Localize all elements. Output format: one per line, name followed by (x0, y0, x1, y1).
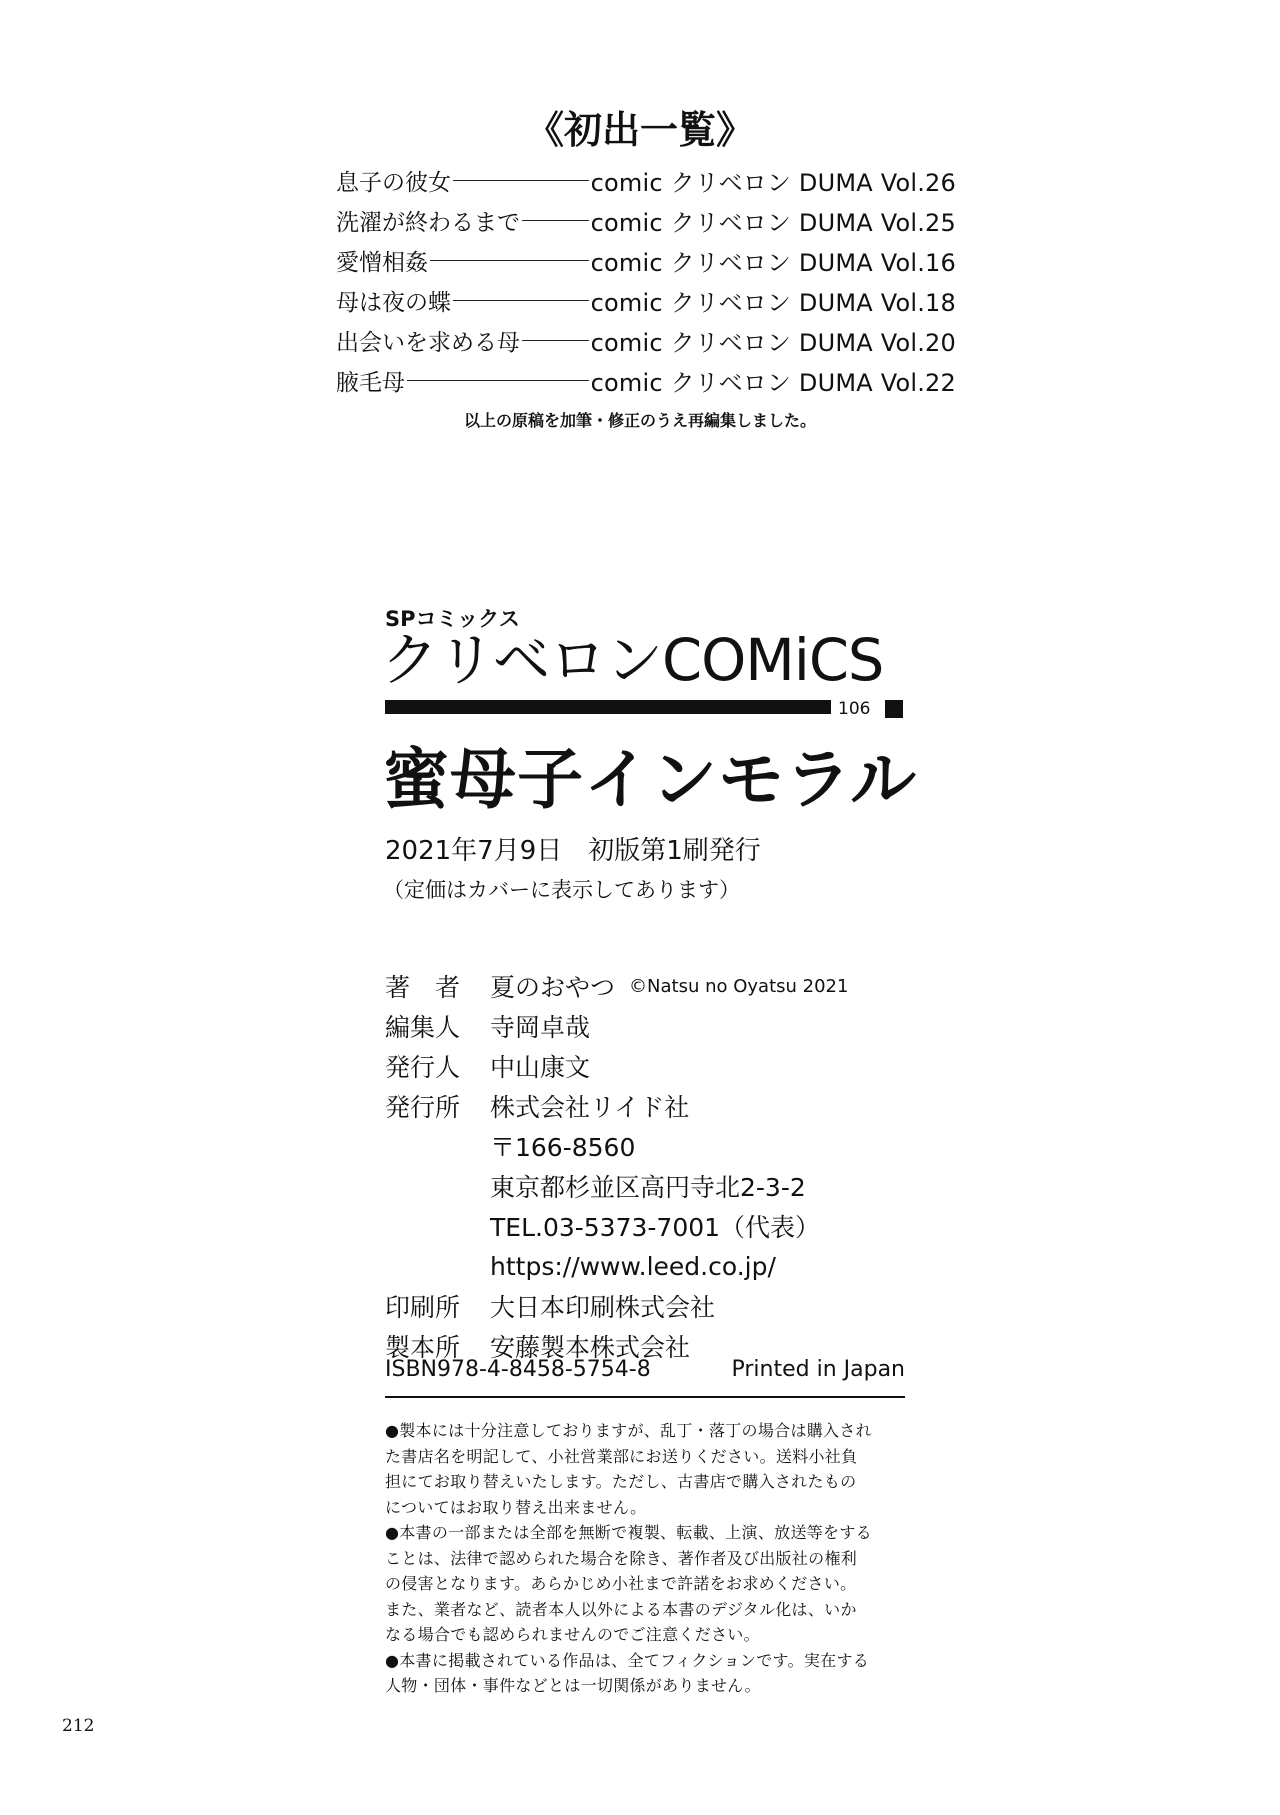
story-title: 愛憎相姦 (336, 249, 428, 276)
credit-row (385, 1006, 905, 1046)
list-item (336, 160, 956, 200)
story-title: 洗濯が終わるまで (336, 209, 520, 236)
notice-line: についてはお取り替え出来ません。 (385, 1497, 647, 1517)
isbn: ISBN978-4-8458-5754-8 (385, 1357, 651, 1382)
story-title: 母は夜の蝶 (336, 289, 451, 316)
series-bar (385, 700, 831, 714)
list-item (336, 360, 956, 400)
leader-line (522, 340, 589, 341)
magazine-source: comic クリベロン DUMA Vol.18 (590, 288, 956, 317)
notice-line: ことは、法律で認められた場合を除き、著作者及び出版社の権利 (385, 1548, 858, 1568)
leader-line (522, 220, 589, 221)
address: 東京都杉並区高円寺北2-3-2 (490, 1173, 806, 1202)
divider (385, 1396, 905, 1398)
credit-row (385, 1126, 905, 1166)
phone-number: TEL.03-5373-7001（代表） (490, 1213, 821, 1242)
imprint-small-label: SPコミックス (385, 607, 520, 631)
list-item (336, 240, 956, 280)
list-item (336, 200, 956, 240)
magazine-source: comic クリベロン DUMA Vol.16 (590, 248, 956, 277)
list-item (336, 280, 956, 320)
magazine-source: comic クリベロン DUMA Vol.26 (590, 168, 956, 197)
credit-value: 中山康文 (490, 1053, 591, 1082)
notice-line: ●製本には十分注意しておりますが、乱丁・落丁の場合は購入され (385, 1421, 872, 1440)
leader-line (453, 180, 589, 181)
credit-row (385, 1046, 905, 1086)
credit-row (385, 1166, 905, 1206)
leader-line (453, 300, 589, 301)
notice-line: なる場合でも認められませんのでご注意ください。 (385, 1625, 760, 1644)
revision-note: 以上の原稿を加筆・修正のうえ再編集しました。 (463, 411, 816, 430)
magazine-source: comic クリベロン DUMA Vol.25 (590, 208, 956, 237)
isbn-row (385, 1357, 905, 1382)
notice-line: た書店名を明記して、小社営業部にお送りください。送料小社負 (385, 1446, 858, 1466)
story-title: 出会いを求める母 (336, 329, 520, 356)
magazine-source: comic クリベロン DUMA Vol.22 (590, 368, 956, 397)
credit-value: 大日本印刷株式会社 (490, 1293, 716, 1322)
imprint-label: クリベロンCOMiCS (381, 626, 884, 694)
legal-notices (385, 1418, 910, 1699)
credit-value: 安藤製本株式会社 (490, 1333, 691, 1362)
notice-line: 担にてお取り替えいたします。ただし、古書店で購入されたもの (385, 1472, 857, 1491)
credits-list (385, 966, 905, 1366)
list-item (336, 320, 956, 360)
credit-value: 寺岡卓哉 (490, 1013, 591, 1042)
credit-row (385, 1246, 905, 1286)
series-number: 106 (838, 699, 871, 719)
notice-line: ●本書の一部または全部を無断で複製、転載、上演、放送等をする (385, 1523, 872, 1542)
credit-row (385, 1206, 905, 1246)
printed-in: Printed in Japan (731, 1357, 905, 1382)
story-title: 腋毛母 (336, 369, 405, 396)
credit-key: 著 者 (385, 973, 461, 1002)
price-note: （定価はカバーに表示してあります） (383, 878, 740, 902)
credit-row (385, 966, 905, 1006)
notice-line: ●本書に掲載されている作品は、全てフィクションです。実在する (385, 1650, 870, 1670)
story-title: 息子の彼女 (336, 169, 451, 196)
credit-key: 編集人 (385, 1013, 461, 1042)
publication-date: 2021年7月9日 初版第1刷発行 (385, 836, 761, 866)
credit-row (385, 1086, 905, 1126)
magazine-source: comic クリベロン DUMA Vol.20 (590, 328, 956, 357)
credit-key: 発行人 (385, 1053, 461, 1082)
credit-value: 夏のおやつ (490, 973, 616, 1002)
leader-line (430, 260, 589, 261)
credit-key: 製本所 (385, 1333, 461, 1362)
page-number: 212 (62, 1716, 95, 1736)
credit-value: 株式会社リイド社 (490, 1093, 690, 1122)
notice-line: また、業者など、読者本人以外による本書のデジタル化は、いか (385, 1599, 857, 1619)
copyright-notice: ©Natsu no Oyatsu 2021 (629, 975, 849, 997)
website-url: https://www.leed.co.jp/ (490, 1251, 776, 1281)
postal-code: 〒166-8560 (490, 1133, 636, 1162)
book-title: 蜜母子インモラル (383, 741, 918, 818)
credit-key: 印刷所 (385, 1293, 461, 1322)
credit-row (385, 1286, 905, 1326)
first-appearance-list (336, 160, 956, 400)
notice-line: 人物・団体・事件などとは一切関係がありません。 (385, 1676, 761, 1695)
first-appearance-title: 《初出一覧》 (525, 108, 754, 152)
series-square-mark (885, 700, 903, 718)
credit-key: 発行所 (385, 1093, 461, 1122)
notice-line: の侵害となります。あらかじめ小社まで許諾をお求めください。 (385, 1574, 857, 1593)
leader-line (407, 380, 589, 381)
